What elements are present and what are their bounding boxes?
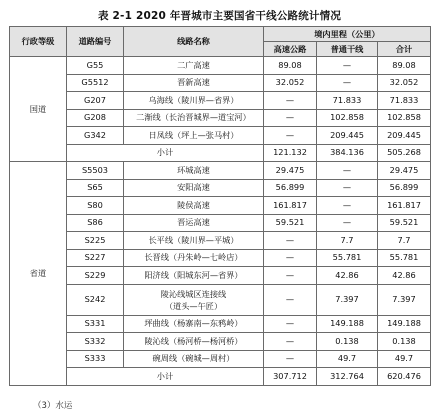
trunk-cell: 71.833 xyxy=(317,92,378,110)
highway-cell: — xyxy=(264,109,317,127)
name-cell: 陵侯高速 xyxy=(124,197,264,215)
header-mileage: 境内里程（公里） xyxy=(264,27,431,42)
table-row xyxy=(10,197,431,215)
trunk-cell: — xyxy=(317,74,378,92)
subtotal-row xyxy=(10,368,431,386)
name-cell: 坪曲线（杨寨南—东鸦岭） xyxy=(124,315,264,333)
highway-cell: — xyxy=(264,267,317,285)
total-cell: 0.138 xyxy=(378,333,431,351)
table-row xyxy=(10,333,431,351)
total-cell: 71.833 xyxy=(378,92,431,110)
code-cell: S227 xyxy=(67,249,124,267)
level-cell: 国道 xyxy=(10,57,67,162)
next-section-heading: （3）水运 xyxy=(33,401,73,411)
name-line-2: （道头—午匠） xyxy=(164,300,223,311)
name-line-1: 陵沁线城区连接线 xyxy=(160,288,227,299)
highway-cell: — xyxy=(264,232,317,250)
highway-cell: 161.817 xyxy=(264,197,317,215)
trunk-cell: — xyxy=(317,197,378,215)
name-cell: 乌海线（陵川界—省界） xyxy=(124,92,264,110)
name-cell: 环城高速 xyxy=(124,162,264,180)
code-cell: S5503 xyxy=(67,162,124,180)
code-cell: G5512 xyxy=(67,74,124,92)
code-cell: S80 xyxy=(67,197,124,215)
name-cell: 安阳高速 xyxy=(124,179,264,197)
table-row xyxy=(10,284,431,315)
total-cell: 149.188 xyxy=(378,315,431,333)
trunk-cell: 312.764 xyxy=(317,368,378,386)
total-cell: 42.86 xyxy=(378,267,431,285)
header-name: 线路名称 xyxy=(124,27,264,57)
code-cell: S242 xyxy=(67,284,124,315)
trunk-cell: 149.188 xyxy=(317,315,378,333)
name-cell: 长平线（陵川界—平城） xyxy=(124,232,264,250)
highway-cell: — xyxy=(264,350,317,368)
trunk-cell: — xyxy=(317,162,378,180)
subtotal-label: 小计 xyxy=(67,368,264,386)
trunk-cell: 0.138 xyxy=(317,333,378,351)
highway-cell: — xyxy=(264,249,317,267)
highway-statistics-table xyxy=(9,26,431,386)
code-cell: S333 xyxy=(67,350,124,368)
table-row xyxy=(10,267,431,285)
table-row xyxy=(10,57,431,75)
name-cell: 阳济线（阳城东河—省界） xyxy=(124,267,264,285)
highway-cell: 307.712 xyxy=(264,368,317,386)
total-cell: 7.7 xyxy=(378,232,431,250)
table-row xyxy=(10,127,431,145)
trunk-cell: 384.136 xyxy=(317,144,378,162)
name-cell xyxy=(124,284,264,315)
total-cell: 32.052 xyxy=(378,74,431,92)
trunk-cell: 49.7 xyxy=(317,350,378,368)
highway-cell: 89.08 xyxy=(264,57,317,75)
highway-cell: — xyxy=(264,315,317,333)
table-row xyxy=(10,315,431,333)
header-highway: 高速公路 xyxy=(264,42,317,57)
highway-cell: — xyxy=(264,284,317,315)
name-cell: 晋运高速 xyxy=(124,214,264,232)
name-cell: 二渐线（长治晋城界—道宝河） xyxy=(124,109,264,127)
table-row xyxy=(10,249,431,267)
trunk-cell: 7.397 xyxy=(317,284,378,315)
level-cell: 省道 xyxy=(10,162,67,386)
highway-cell: — xyxy=(264,92,317,110)
total-cell: 89.08 xyxy=(378,57,431,75)
table-row xyxy=(10,350,431,368)
total-cell: 49.7 xyxy=(378,350,431,368)
subtotal-label: 小计 xyxy=(67,144,264,162)
table-title: 表 2-1 2020 年晋城市主要国省干线公路统计情况 xyxy=(97,10,342,22)
highway-cell: 29.475 xyxy=(264,162,317,180)
table-row xyxy=(10,109,431,127)
total-cell: 505.268 xyxy=(378,144,431,162)
code-cell: S332 xyxy=(67,333,124,351)
name-cell: 碗周线（碗城—周村） xyxy=(124,350,264,368)
code-cell: S229 xyxy=(67,267,124,285)
highway-cell: 121.132 xyxy=(264,144,317,162)
table-row xyxy=(10,179,431,197)
name-cell: 长晋线（丹朱岭—七岭店） xyxy=(124,249,264,267)
code-cell: G208 xyxy=(67,109,124,127)
table-row xyxy=(10,232,431,250)
highway-cell: 56.899 xyxy=(264,179,317,197)
code-cell: S86 xyxy=(67,214,124,232)
total-cell: 7.397 xyxy=(378,284,431,315)
header-level: 行政等级 xyxy=(10,27,67,57)
subtotal-row xyxy=(10,144,431,162)
code-cell: G207 xyxy=(67,92,124,110)
table-row xyxy=(10,214,431,232)
header-code: 道路编号 xyxy=(67,27,124,57)
total-cell: 59.521 xyxy=(378,214,431,232)
trunk-cell: — xyxy=(317,179,378,197)
total-cell: 56.899 xyxy=(378,179,431,197)
total-cell: 102.858 xyxy=(378,109,431,127)
total-cell: 29.475 xyxy=(378,162,431,180)
code-cell: G55 xyxy=(67,57,124,75)
highway-cell: — xyxy=(264,127,317,145)
header-trunk: 普通干线 xyxy=(317,42,378,57)
table-row xyxy=(10,74,431,92)
table-row xyxy=(10,92,431,110)
name-cell: 陵沁线（杨河桥—杨河桥） xyxy=(124,333,264,351)
trunk-cell: 55.781 xyxy=(317,249,378,267)
highway-cell: 32.052 xyxy=(264,74,317,92)
trunk-cell: 102.858 xyxy=(317,109,378,127)
highway-cell: — xyxy=(264,333,317,351)
code-cell: S225 xyxy=(67,232,124,250)
total-cell: 55.781 xyxy=(378,249,431,267)
trunk-cell: — xyxy=(317,57,378,75)
code-cell: G342 xyxy=(67,127,124,145)
code-cell: S331 xyxy=(67,315,124,333)
trunk-cell: 7.7 xyxy=(317,232,378,250)
trunk-cell: 42.86 xyxy=(317,267,378,285)
name-cell: 日凤线（坪上—张马村） xyxy=(124,127,264,145)
trunk-cell: 209.445 xyxy=(317,127,378,145)
code-cell: S65 xyxy=(67,179,124,197)
table-row xyxy=(10,162,431,180)
name-cell: 晋新高速 xyxy=(124,74,264,92)
trunk-cell: — xyxy=(317,214,378,232)
total-cell: 161.817 xyxy=(378,197,431,215)
highway-cell: 59.521 xyxy=(264,214,317,232)
header-total: 合计 xyxy=(378,42,431,57)
total-cell: 209.445 xyxy=(378,127,431,145)
name-cell: 二广高速 xyxy=(124,57,264,75)
total-cell: 620.476 xyxy=(378,368,431,386)
